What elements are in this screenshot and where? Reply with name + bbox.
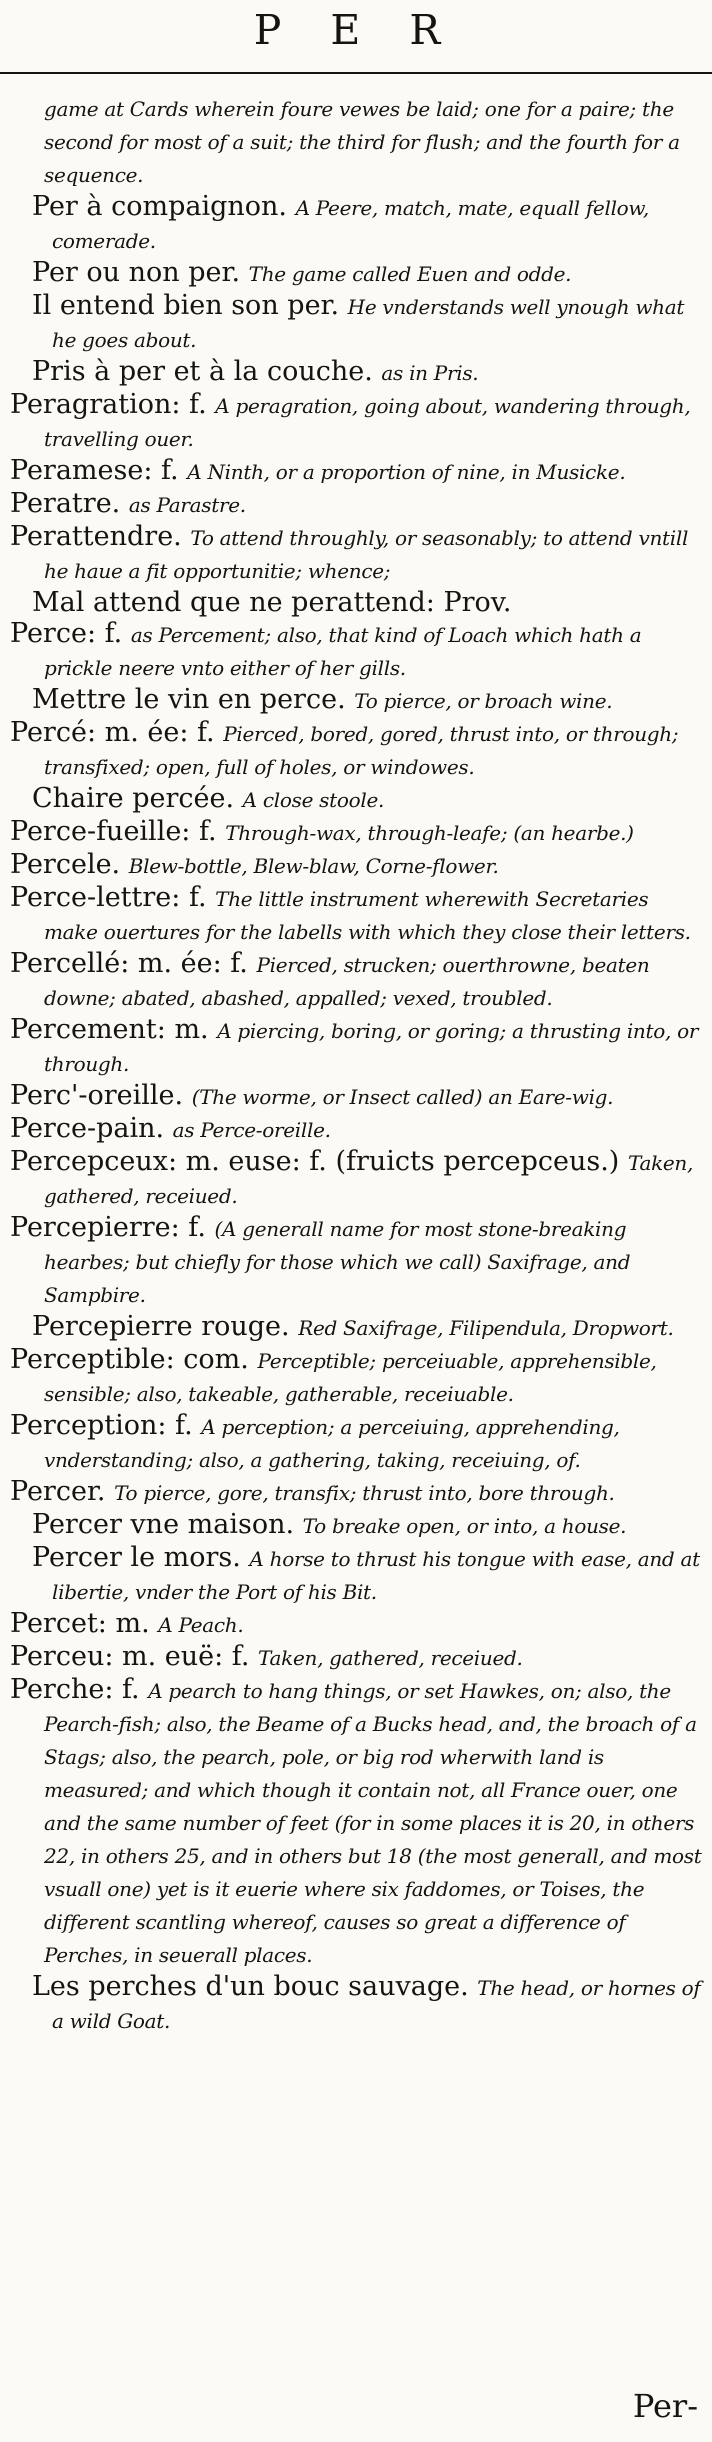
entry-headword: Perception: f. (10, 1410, 193, 1441)
entry-headword: Perc'-oreille. (10, 1080, 184, 1111)
dictionary-entry (0, 92, 704, 191)
entry-headword: Il entend bien son per. (32, 290, 340, 321)
entry-definition: A Ninth, or a proportion of nine, in Musicke. (187, 460, 626, 484)
entry-headword: Percepceux: m. euse: f. (fruicts percepceus.) (10, 1146, 620, 1177)
entry-definition: as Parastre. (128, 493, 246, 517)
entry-definition: game at Cards wherein foure vewes be laid; one for a paire; the second for most of a suit; the third for flush; and the fourth for a sequence. (44, 97, 680, 187)
dictionary-entry (0, 618, 704, 684)
entry-headword: Perce-pain. (10, 1113, 165, 1144)
catchword: Per- (632, 2387, 698, 2425)
dictionary-entry (0, 1410, 704, 1476)
dictionary-entry (0, 1146, 704, 1212)
dictionary-entry (0, 816, 704, 849)
entry-headword: Percer. (10, 1476, 106, 1507)
dictionary-entry (0, 587, 704, 618)
entry-definition: as Percement; also, that kind of Loach which hath a prickle neere vnto either of her gills. (44, 623, 642, 680)
dictionary-entry (0, 1542, 704, 1608)
entry-definition: To attend throughly, or seasonably; to attend vntill he haue a fit opportunitie; whence; (44, 526, 689, 583)
entry-definition: A piercing, boring, or goring; a thrusting into, or through. (44, 1019, 699, 1076)
entry-definition: A Peach. (158, 1613, 244, 1637)
entry-definition: as in Pris. (381, 361, 479, 385)
entry-headword: Percer vne maison. (32, 1509, 295, 1540)
entry-headword: Percele. (10, 849, 121, 880)
entry-headword: Perattendre. (10, 521, 182, 552)
entry-headword: Percer le mors. (32, 1542, 241, 1573)
entry-headword: Mettre le vin en perce. (32, 684, 346, 715)
dictionary-entry (0, 783, 704, 816)
entry-definition: Blew-bottle, Blew-blaw, Corne-flower. (128, 854, 499, 878)
entry-definition: A perception; a perceiuing, apprehending, vnderstanding; also, a gathering, taking, receiuing, of. (44, 1415, 620, 1472)
entry-headword: Percé: m. ée: f. (10, 717, 215, 748)
entry-definition: Taken, gathered, receiued. (44, 1151, 694, 1208)
entry-headword: Perche: f. (10, 1674, 140, 1705)
entry-definition: Perceptible; perceiuable, apprehensible, sensible; also, takeable, gatherable, receiuable. (44, 1349, 657, 1406)
entry-headword: Per à compaignon. (32, 191, 287, 222)
entry-definition: Taken, gathered, receiued. (258, 1646, 523, 1670)
entry-definition: as Perce-oreille. (172, 1118, 331, 1142)
entry-headword: Les perches d'un bouc sauvage. (32, 1971, 469, 2002)
dictionary-entry (0, 1344, 704, 1410)
dictionary-entry (0, 257, 704, 290)
dictionary-entry (0, 1971, 704, 2037)
dictionary-entry (0, 882, 704, 948)
entry-headword: Peramese: f. (10, 455, 179, 486)
entry-headword: Per ou non per. (32, 257, 241, 288)
dictionary-entry (0, 1080, 704, 1113)
entry-definition: Red Saxifrage, Filipendula, Dropwort. (298, 1316, 674, 1340)
entry-definition: Through-wax, through-leafe; (an hearbe.) (225, 821, 634, 845)
entry-headword: Pris à per et à la couche. (32, 356, 373, 387)
entry-headword: Mal attend que ne perattend: Prov. (32, 587, 512, 618)
entry-definition: A pearch to hang things, or set Hawkes, on; also, the Pearch-fish; also, the Beame of a Bucks head, and, the broach of a Stags; also, the pearch, pole, or big rod wherwith land is measured; and which though it contain not, all France ouer, one and the same number of feet (for in some places it is 20, in others 22, in others 25, and in others but 18 (the most generall, and most vsuall one) yet is it euerie where six faddomes, or Toises, the different scantling whereof, causes so great a difference of Perches, in seuerall places. (44, 1679, 702, 1967)
dictionary-entry (0, 1641, 704, 1674)
entry-definition: To pierce, or broach wine. (354, 689, 613, 713)
entry-headword: Perce-lettre: f. (10, 882, 207, 913)
dictionary-entry (0, 717, 704, 783)
entry-headword: Peragration: f. (10, 389, 207, 420)
dictionary-entry (0, 1014, 704, 1080)
dictionary-entry (0, 1674, 704, 1971)
entry-definition: (The worme, or Insect called) an Eare-wig. (191, 1085, 614, 1109)
entry-definition: Pierced, bored, gored, thrust into, or through; transfixed; open, full of holes, or windowes. (44, 722, 679, 779)
entry-list (0, 92, 712, 2037)
entry-headword: Percet: m. (10, 1608, 150, 1639)
dictionary-entry (0, 488, 704, 521)
entry-definition: Pierced, strucken; ouerthrowne, beaten downe; abated, abashed, appalled; vexed, troubled. (44, 953, 650, 1010)
entry-headword: Perceptible: com. (10, 1344, 249, 1375)
running-head: P E R (253, 6, 459, 54)
entry-definition: The little instrument wherewith Secretaries make ouertures for the labells with which they close their letters. (44, 887, 691, 944)
dictionary-entry (0, 1509, 704, 1542)
entry-definition: To pierce, gore, transfix; thrust into, bore through. (114, 1481, 615, 1505)
dictionary-entry (0, 849, 704, 882)
entry-headword: Perceu: m. euë: f. (10, 1641, 250, 1672)
dictionary-entry (0, 684, 704, 717)
entry-headword: Percepierre: f. (10, 1212, 206, 1243)
entry-definition: A close stoole. (242, 788, 385, 812)
entry-headword: Perce: f. (10, 618, 123, 649)
entry-headword: Perce-fueille: f. (10, 816, 217, 847)
entry-headword: Peratre. (10, 488, 121, 519)
entry-definition: To breake open, or into, a house. (302, 1514, 627, 1538)
entry-definition: The game called Euen and odde. (248, 262, 572, 286)
entry-definition: He vnderstands well ynough what he goes about. (52, 295, 685, 352)
entry-headword: Percement: m. (10, 1014, 209, 1045)
entry-headword: Percepierre rouge. (32, 1311, 290, 1342)
entry-definition: The head, or hornes of a wild Goat. (52, 1976, 701, 2033)
entry-definition: (A generall name for most stone-breaking hearbes; but chiefly for those which we call) Saxifrage, and Sampbire. (44, 1217, 631, 1307)
dictionary-entry (0, 1311, 704, 1344)
dictionary-entry (0, 948, 704, 1014)
dictionary-entry (0, 191, 704, 257)
dictionary-entry (0, 455, 704, 488)
dictionary-entry (0, 1113, 704, 1146)
entry-definition: A Peere, match, mate, equall fellow, comerade. (52, 196, 649, 253)
dictionary-entry (0, 1476, 704, 1509)
entry-headword: Percellé: m. ée: f. (10, 948, 248, 979)
dictionary-entry (0, 389, 704, 455)
entry-headword: Chaire percée. (32, 783, 235, 814)
entry-definition: A horse to thrust his tongue with ease, and at libertie, vnder the Port of his Bit. (52, 1547, 700, 1604)
dictionary-entry (0, 356, 704, 389)
dictionary-entry (0, 290, 704, 356)
dictionary-entry (0, 521, 704, 587)
dictionary-entry (0, 1212, 704, 1311)
header-rule (0, 72, 712, 74)
dictionary-entry (0, 1608, 704, 1641)
entry-definition: A peragration, going about, wandering through, travelling ouer. (44, 394, 691, 451)
